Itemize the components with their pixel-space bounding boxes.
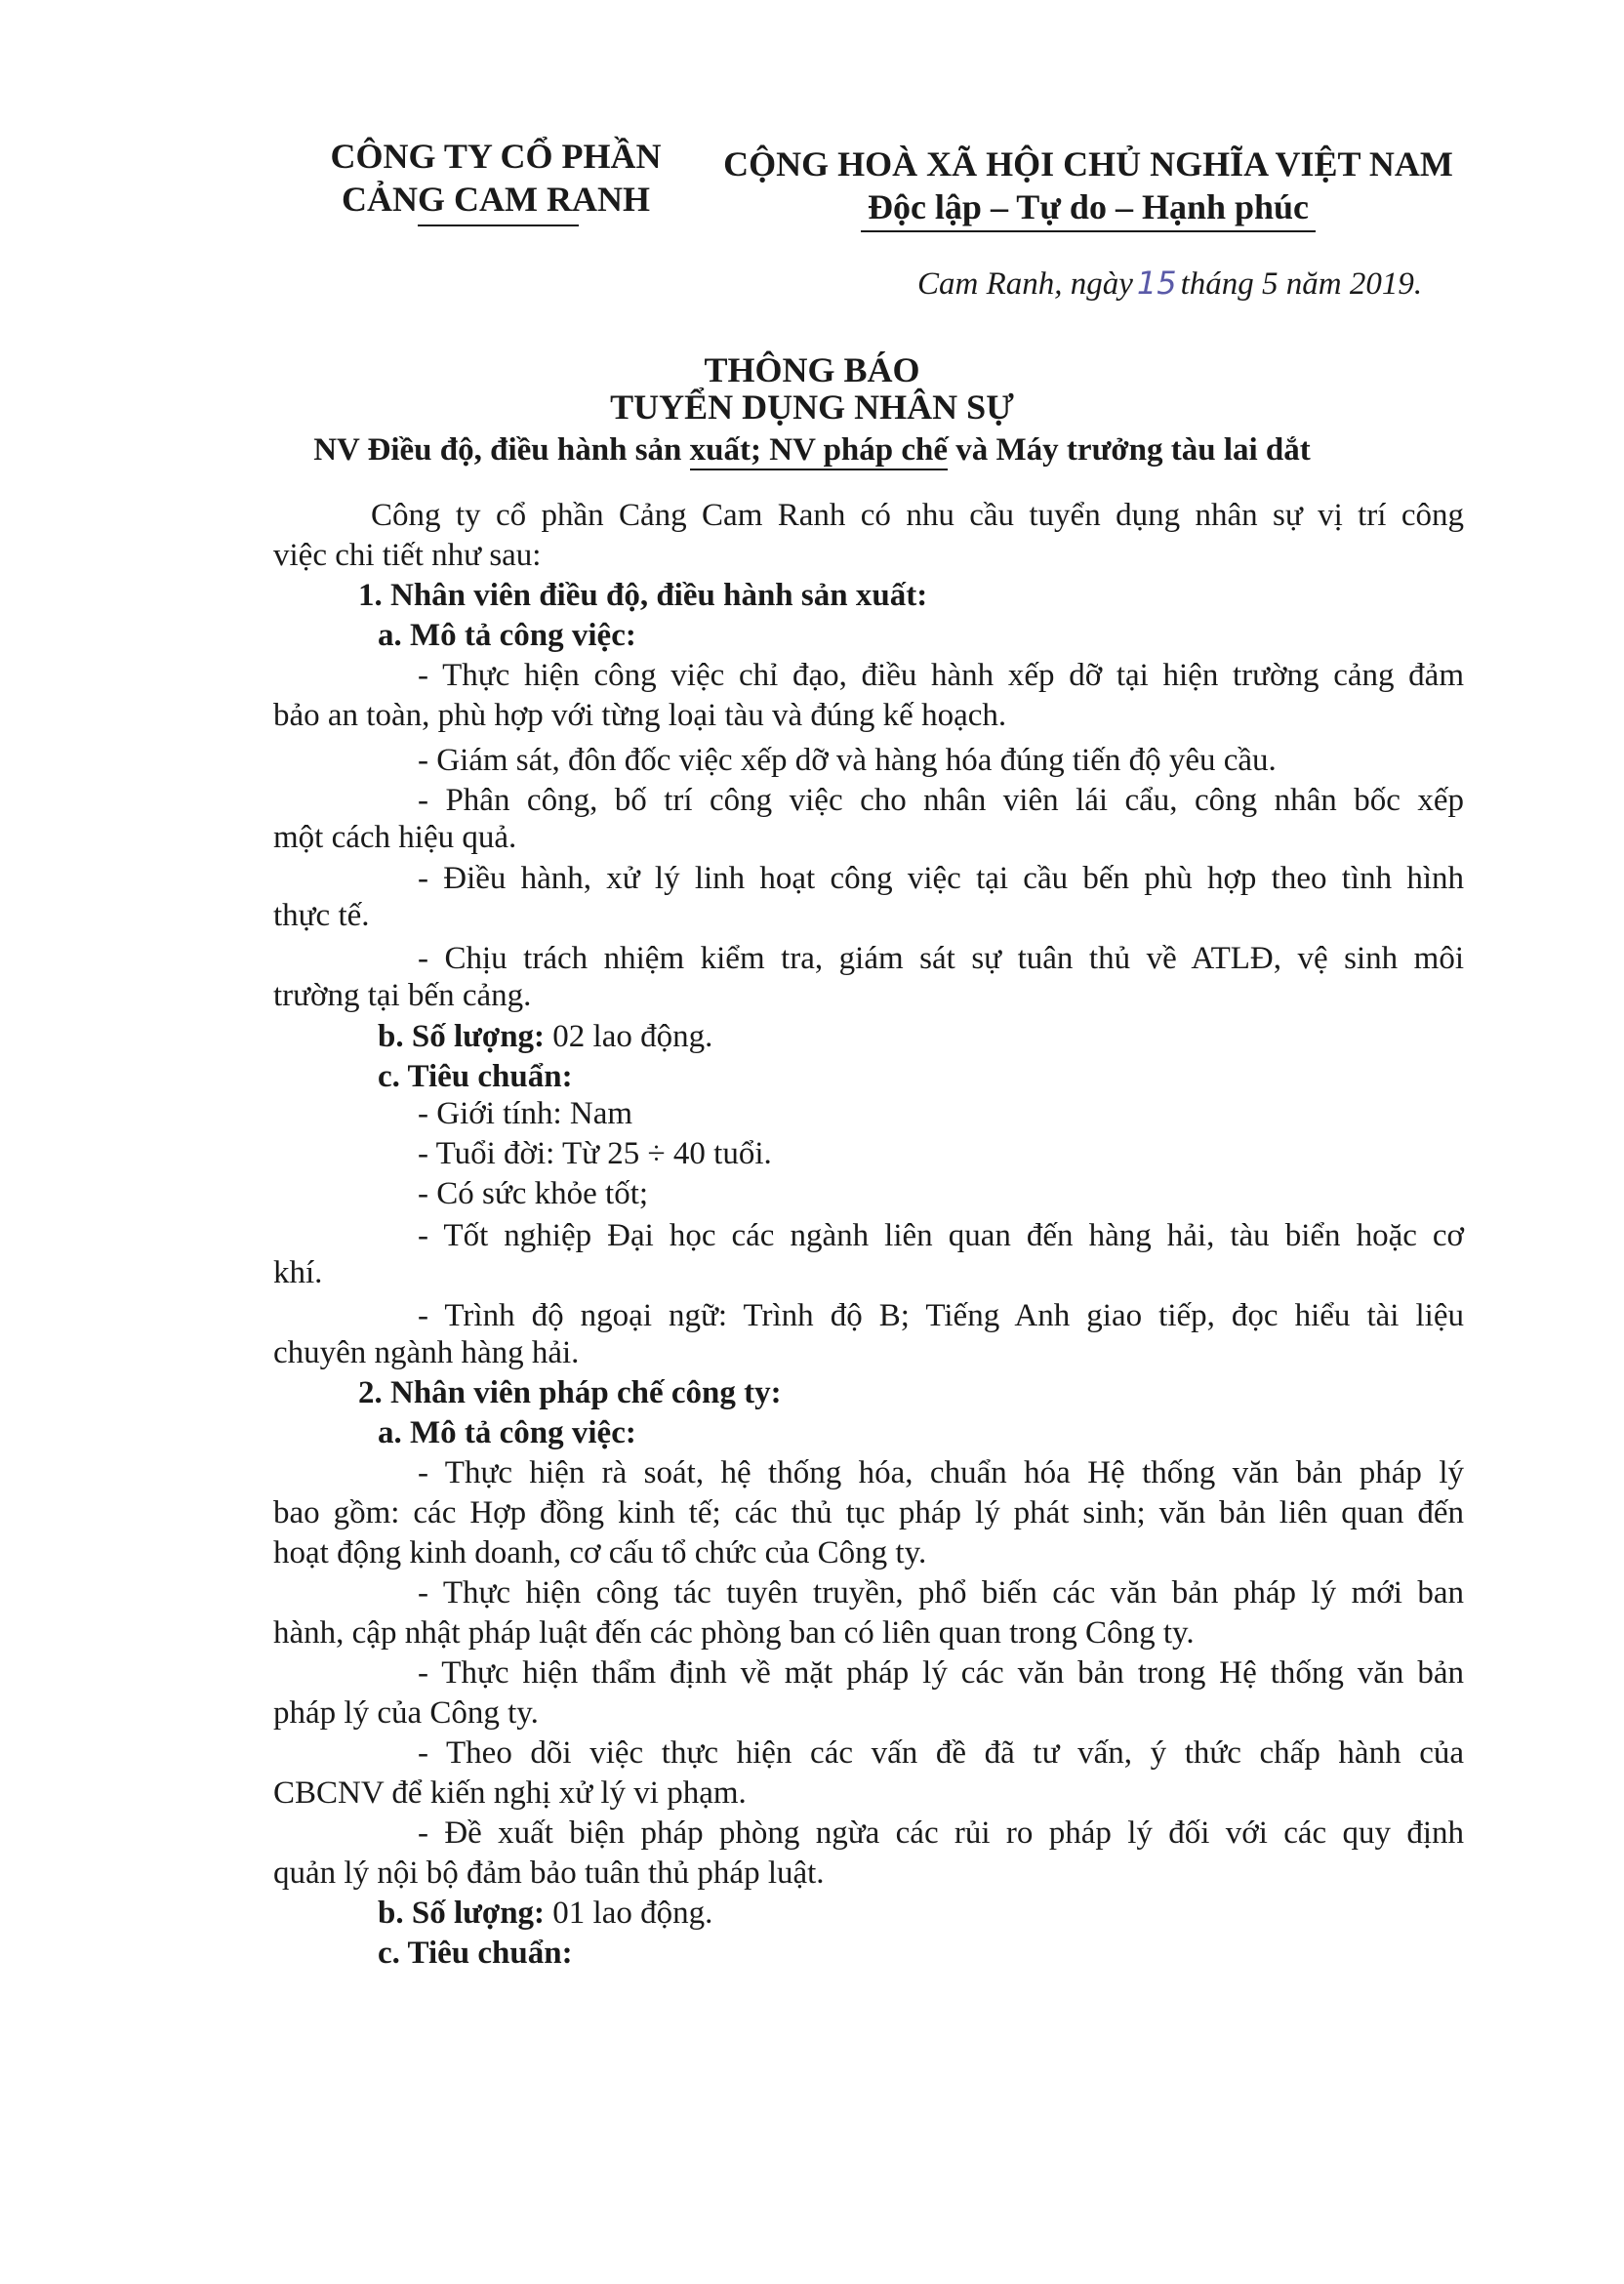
s2-item-3-line-2: pháp lý của Công ty. <box>273 1695 539 1731</box>
s2-quantity <box>378 1894 712 1934</box>
s2-item-5-line-2: quản lý nội bộ đảm bảo tuân thủ pháp luật. <box>273 1856 825 1891</box>
s1-quantity <box>378 1017 712 1057</box>
doc-subtitle: TUYỂN DỤNG NHÂN SỰ <box>610 387 1014 427</box>
s1-item-3-line-2: một cách hiệu quả. <box>273 820 517 855</box>
s2-item-3-line-1: - Thực hiện thẩm định về mặt pháp lý các văn bản trong Hệ thống văn bản <box>418 1655 1464 1691</box>
positions-part-c: và Máy trưởng tàu lai dắt <box>948 432 1311 468</box>
date-line <box>917 264 1422 304</box>
company-name-line2: CẢNG CAM RANH <box>342 180 650 219</box>
s2-item-1-line-3: hoạt động kinh doanh, cơ cấu tổ chức của Công ty. <box>273 1535 927 1570</box>
doc-title: THÔNG BÁO <box>704 350 920 389</box>
s1-criteria-language-line-2: chuyên ngành hàng hải. <box>273 1335 580 1370</box>
s1-quantity-value: 02 lao động. <box>545 1019 713 1054</box>
s1-item-1-line-2: bảo an toàn, phù hợp với từng loại tàu và đúng kế hoạch. <box>273 698 1007 733</box>
s2-item-1-line-1: - Thực hiện rà soát, hệ thống hóa, chuẩn hóa Hệ thống văn bản pháp lý <box>418 1455 1464 1490</box>
s2-item-2-line-1: - Thực hiện công tác tuyên truyền, phổ biến các văn bản pháp lý mới ban <box>418 1575 1464 1611</box>
company-header <box>310 135 681 221</box>
section-2-a-heading: a. Mô tả công việc: <box>378 1415 636 1450</box>
s1-criteria-education-line-1: - Tốt nghiệp Đại học các ngành liên quan đến hàng hải, tàu biển hoặc cơ <box>418 1218 1464 1253</box>
s1-item-4-line-1: - Điều hành, xử lý linh hoạt công việc tại cầu bến phù hợp theo tình hình <box>418 861 1464 896</box>
s2-quantity-label: b. Số lượng: <box>378 1896 546 1931</box>
s2-item-4-line-2: CBCNV để kiến nghị xử lý vi phạm. <box>273 1775 747 1811</box>
intro-line-1: Công ty cổ phần Cảng Cam Ranh có nhu cầu tuyển dụng nhân sự vị trí công <box>371 498 1464 533</box>
positions-part-b: xuất; NV pháp chế <box>690 432 948 470</box>
s1-item-4-line-2: thực tế. <box>273 898 370 933</box>
s1-item-2: - Giám sát, đôn đốc việc xếp dỡ và hàng hóa đúng tiến độ yêu cầu. <box>418 743 1277 778</box>
s1-criteria-language-line-1: - Trình độ ngoại ngữ: Trình độ B; Tiếng Anh giao tiếp, đọc hiểu tài liệu <box>418 1298 1464 1333</box>
s2-item-5-line-1: - Đề xuất biện pháp phòng ngừa các rủi ro pháp lý đối với các quy định <box>418 1815 1464 1851</box>
s2-item-2-line-2: hành, cập nhật pháp luật đến các phòng ban có liên quan trong Công ty. <box>273 1615 1195 1651</box>
s1-criteria-age: - Tuổi đời: Từ 25 ÷ 40 tuổi. <box>418 1136 772 1171</box>
company-name-line1: CÔNG TY CỔ PHẦN <box>330 137 662 176</box>
s1-item-5-line-1: - Chịu trách nhiệm kiểm tra, giám sát sự tuân thủ về ATLĐ, vệ sinh môi <box>418 941 1464 976</box>
s1-criteria-heading: c. Tiêu chuẩn: <box>378 1059 573 1094</box>
company-underline <box>418 224 579 226</box>
nation-name: CỘNG HOÀ XÃ HỘI CHỦ NGHĨA VIỆT NAM <box>723 144 1453 184</box>
s2-quantity-value: 01 lao động. <box>545 1896 713 1931</box>
handwritten-day: 15 <box>1136 265 1177 302</box>
s1-criteria-health: - Có sức khỏe tốt; <box>418 1176 649 1211</box>
s1-item-5-line-2: trường tại bến cảng. <box>273 978 532 1013</box>
section-2-heading: 2. Nhân viên pháp chế công ty: <box>358 1375 782 1410</box>
s1-criteria-gender: - Giới tính: Nam <box>418 1096 633 1131</box>
s1-item-3-line-1: - Phân công, bố trí công việc cho nhân viên lái cẩu, công nhân bốc xếp <box>418 783 1464 818</box>
nation-motto: Độc lập – Tự do – Hạnh phúc <box>867 187 1310 226</box>
section-1-heading: 1. Nhân viên điều độ, điều hành sản xuất: <box>358 578 928 613</box>
s2-criteria-heading: c. Tiêu chuẩn: <box>378 1936 573 1971</box>
s2-item-1-line-2: bao gồm: các Hợp đồng kinh tế; các thủ tục pháp lý phát sinh; văn bản liên quan đến <box>273 1495 1464 1530</box>
date-suffix: tháng 5 năm 2019. <box>1180 266 1423 302</box>
intro-line-2: việc chi tiết như sau: <box>273 538 542 573</box>
doc-positions <box>0 429 1624 470</box>
national-header <box>703 143 1474 228</box>
positions-part-a: NV Điều độ, điều hành sản <box>313 432 690 468</box>
s1-quantity-label: b. Số lượng: <box>378 1019 546 1054</box>
motto-underline <box>861 230 1316 232</box>
section-1-a-heading: a. Mô tả công việc: <box>378 618 636 653</box>
s1-item-1-line-1: - Thực hiện công việc chỉ đạo, điều hành xếp dỡ tại hiện trường cảng đảm <box>418 658 1464 693</box>
s1-criteria-education-line-2: khí. <box>273 1255 323 1290</box>
date-prefix: Cam Ranh, ngày <box>917 266 1133 302</box>
s2-item-4-line-1: - Theo dõi việc thực hiện các vấn đề đã tư vấn, ý thức chấp hành của <box>418 1735 1464 1771</box>
